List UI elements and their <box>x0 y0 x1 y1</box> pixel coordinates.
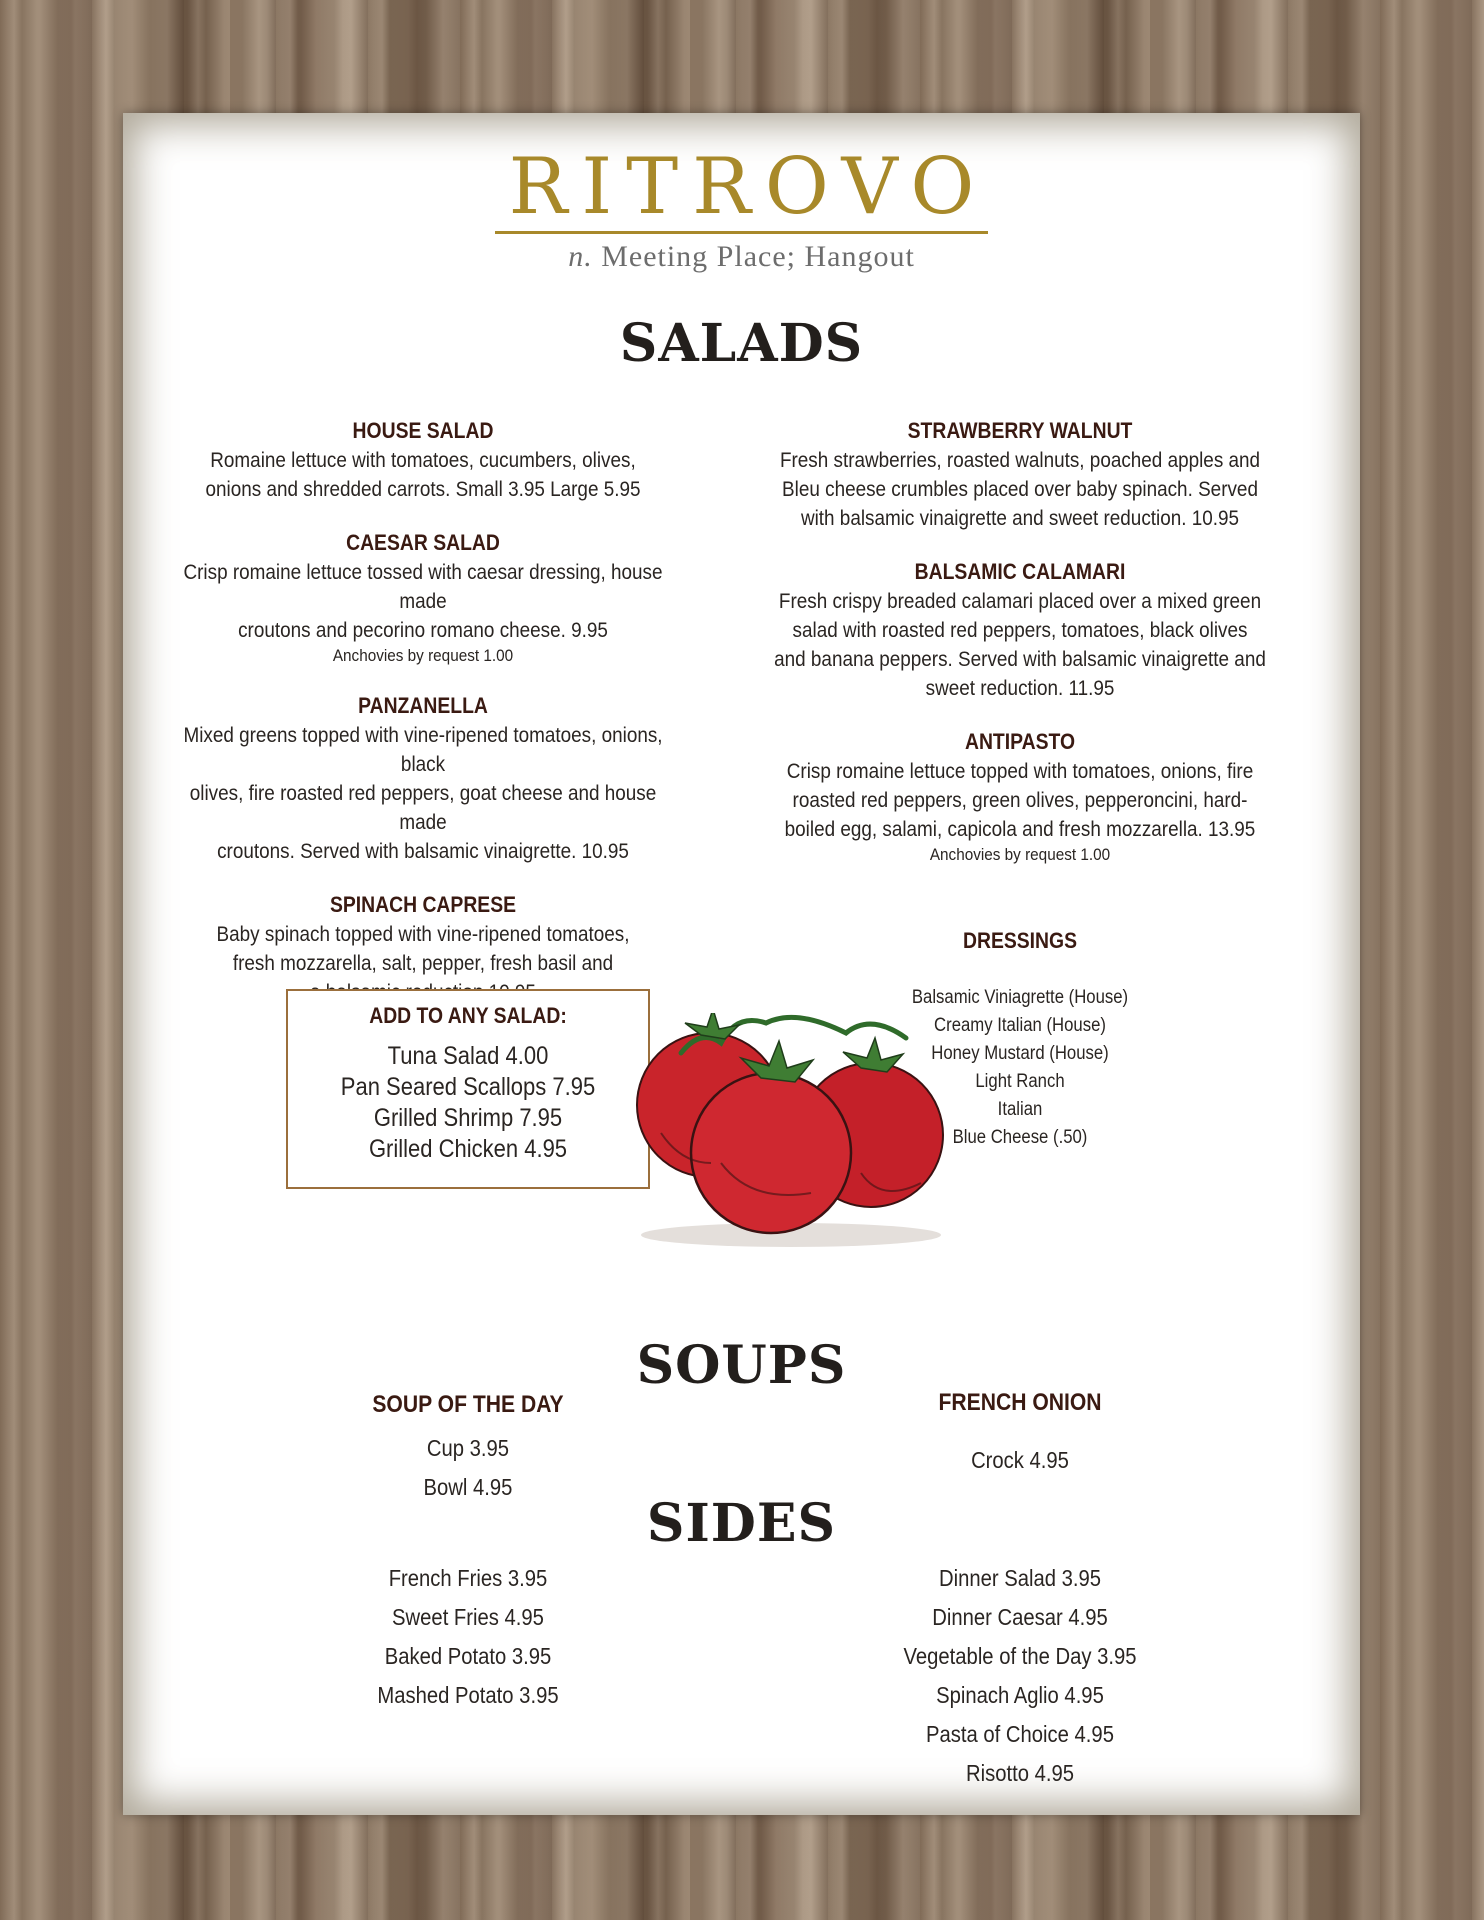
item-name: PANZANELLA <box>358 693 488 718</box>
brand-header <box>123 143 1360 274</box>
side-item: Dinner Salad 3.95 <box>938 1565 1102 1591</box>
french-onion <box>855 1389 1185 1480</box>
add-on-item: Tuna Salad 4.00 <box>387 1042 549 1070</box>
side-item: French Fries 3.95 <box>388 1565 548 1591</box>
add-on-item: Pan Seared Scallops 7.95 <box>340 1073 596 1101</box>
dressing-item: Creamy Italian (House) <box>934 1015 1106 1036</box>
side-item: Vegetable of the Day 3.95 <box>903 1643 1137 1669</box>
dressings-title: DRESSINGS <box>962 928 1078 953</box>
item-name: BALSAMIC CALAMARI <box>914 559 1126 584</box>
menu-item <box>740 559 1300 703</box>
item-desc-line: Crisp romaine lettuce tossed with caesar dressing, house made <box>183 561 663 613</box>
side-item: Baked Potato 3.95 <box>384 1643 552 1669</box>
menu-item <box>143 530 703 667</box>
side-item: Mashed Potato 3.95 <box>377 1682 559 1708</box>
item-desc-line: boiled egg, salami, capicola and fresh mozzarella. 13.95 <box>784 818 1256 841</box>
dressings-list <box>740 928 1300 1152</box>
item-name: ANTIPASTO <box>964 729 1076 754</box>
soups-title: SOUPS <box>636 1335 847 1396</box>
item-desc-line: Romaine lettuce with tomatoes, cucumbers, olives, <box>210 449 636 472</box>
dressing-item: Honey Mustard (House) <box>931 1043 1109 1064</box>
sides-title: SIDES <box>646 1493 837 1554</box>
add-on-item: Grilled Chicken 4.95 <box>368 1135 568 1163</box>
sides-right-list <box>855 1559 1185 1793</box>
item-desc-line: olives, fire roasted red peppers, goat cheese and house made <box>189 782 657 834</box>
soup-option: Bowl 4.95 <box>423 1474 513 1500</box>
soup-option: Crock 4.95 <box>971 1447 1069 1473</box>
salads-left-column <box>143 418 703 1033</box>
item-desc-line: Fresh crispy breaded calamari placed over a mixed green <box>778 590 1262 613</box>
item-desc-line: Fresh strawberries, roasted walnuts, poached apples and <box>779 449 1261 472</box>
add-on-title: ADD TO ANY SALAD: <box>369 1003 567 1028</box>
menu-item <box>143 693 703 866</box>
item-name: STRAWBERRY WALNUT <box>907 418 1133 443</box>
item-desc-line: fresh mozzarella, salt, pepper, fresh basil and <box>232 952 614 975</box>
menu-item <box>143 418 703 504</box>
soup-name: SOUP OF THE DAY <box>372 1391 564 1418</box>
menu-item <box>740 729 1300 866</box>
side-item: Dinner Caesar 4.95 <box>932 1604 1108 1630</box>
menu-item <box>740 418 1300 533</box>
item-desc-line: Baby spinach topped with vine-ripened tomatoes, <box>216 923 630 946</box>
dressing-item: Balsamic Viniagrette (House) <box>911 987 1129 1008</box>
salads-title: SALADS <box>619 313 864 374</box>
dressing-item: Italian <box>997 1099 1043 1120</box>
item-desc-line: croutons and pecorino romano cheese. 9.95 <box>238 619 608 642</box>
item-desc-line: Bleu cheese crumbles placed over baby spinach. Served <box>782 478 1258 501</box>
sides-left-list <box>303 1559 633 1715</box>
item-desc-line: and banana peppers. Served with balsamic vinaigrette and <box>774 648 1266 671</box>
item-desc-line: sweet reduction. 11.95 <box>925 677 1115 700</box>
side-item: Pasta of Choice 4.95 <box>926 1721 1114 1747</box>
soup-name: FRENCH ONION <box>938 1389 1102 1416</box>
salads-right-column <box>740 418 1300 892</box>
item-note: Anchovies by request 1.00 <box>929 845 1111 864</box>
add-to-salad-box <box>286 989 650 1189</box>
item-desc-line: Mixed greens topped with vine-ripened tomatoes, onions, black <box>183 724 663 776</box>
item-desc-line: salad with roasted red peppers, tomatoes, black olives <box>792 619 1248 642</box>
item-desc-line: Crisp romaine lettuce topped with tomatoes, onions, fire <box>786 760 1254 783</box>
tagline-part-of-speech: n. <box>568 240 593 273</box>
side-item: Sweet Fries 4.95 <box>392 1604 544 1630</box>
item-desc-line: roasted red peppers, green olives, pepperoncini, hard- <box>792 789 1248 812</box>
tagline-text: Meeting Place; Hangout <box>601 240 915 273</box>
item-name: CAESAR SALAD <box>346 530 500 555</box>
dressing-item: Blue Cheese (.50) <box>952 1127 1088 1148</box>
dressing-item: Light Ranch <box>975 1071 1065 1092</box>
item-desc-line: with balsamic vinaigrette and sweet reduction. 10.95 <box>800 507 1240 530</box>
add-on-item: Grilled Shrimp 7.95 <box>373 1104 563 1132</box>
soup-option: Cup 3.95 <box>426 1435 510 1461</box>
soup-of-the-day <box>303 1391 633 1507</box>
side-item: Risotto 4.95 <box>965 1760 1075 1786</box>
side-item: Spinach Aglio 4.95 <box>936 1682 1104 1708</box>
item-note: Anchovies by request 1.00 <box>332 646 514 665</box>
brand-tagline <box>123 240 1360 274</box>
item-name: HOUSE SALAD <box>352 418 494 443</box>
item-desc-line: croutons. Served with balsamic vinaigrette. 10.95 <box>217 840 629 863</box>
brand-name: RITROVO <box>495 143 989 234</box>
item-name: SPINACH CAPRESE <box>329 892 517 917</box>
menu-panel <box>123 113 1360 1815</box>
item-desc-line: onions and shredded carrots. Small 3.95 Large 5.95 <box>205 478 641 501</box>
